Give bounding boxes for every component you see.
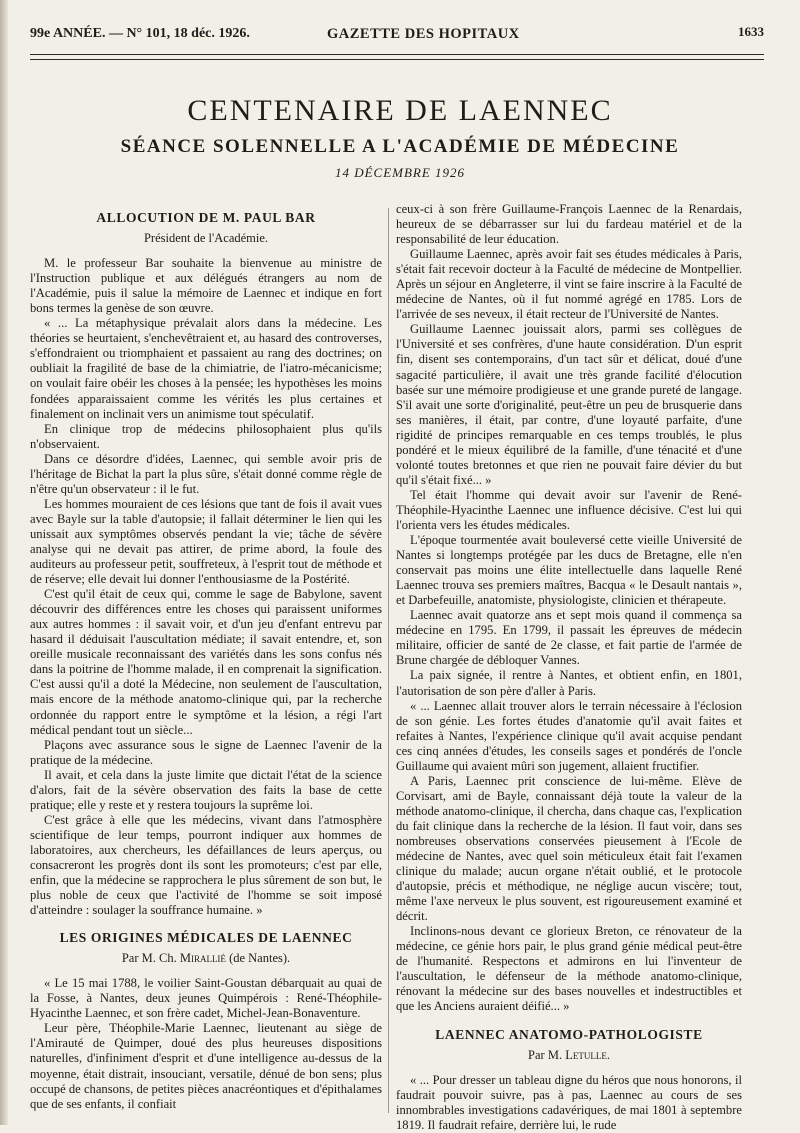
paragraph: M. le professeur Bar souhaite la bienvenue au ministre de l'Instruction publique et aux délégués étrangers au nom de l'Académie, puis il salue la mémoire de Laennec et indique en fort bons termes la genèse de son œuvre. <box>30 256 382 316</box>
byline-prefix: Par M. Ch. <box>121 951 180 966</box>
byline-author: Letulle. <box>565 1047 610 1062</box>
article-title: CENTENAIRE DE LAENNEC <box>187 94 613 127</box>
paragraph: Dans ce désordre d'idées, Laennec, qui semble avoir pris de l'héritage de Bichat la part la plus sûre, s'était donné comme règle de n'être qu'un observateur : il le fut. <box>30 451 382 496</box>
paragraph: C'est qu'il était de ceux qui, comme le sage de Babylone, savent découvrir des différences entre les choses qui paraissent uniformes aux autres hommes : il savait voir, et d'un jeu d'enfant entrevu par hasard il déduisait l'auscultation médiate; il savait entendre, et, son oreille musicale reconnaissant des variétés dans les sons confus nés dans la poitrine de l'homme malade, il en comprenait la signification. C'est aussi qu'il a doté la Médecine, non seulement de l'auscultation, mais encore de la méthode anatomo-clinique qui, par la recherche ordonnée du rapport entre le symptôme et la lésion, a régi l'art médical pendant tout un siècle... <box>30 587 382 737</box>
byline-prefix: Par M. <box>528 1047 566 1062</box>
running-header <box>30 24 764 46</box>
paragraph: « Le 15 mai 1788, le voilier Saint-Goustan débarquait au quai de la Fosse, à Nantes, deux jeunes Quimpérois : René-Théophile-Hyacinthe Laennec, et son frère cadet, Michel-Jean-Bonaventure. <box>30 976 382 1021</box>
paragraph: « ... Pour dresser un tableau digne du héros que nous honorons, il faudrait pouvoir suivre, pas à pas, Laennec au cours de ses innombrables investigations cadavériques, de mai 1801 à septembre 1819. Il faudrait refaire, derrière lui, le rude <box>396 1072 742 1132</box>
paragraph: L'époque tourmentée avait bouleversé cette vieille Université de Nantes si longtemps protégée par les ducs de Bretagne, elle n'en conservait pas moins une élite intellectuelle dans laquelle René Laennec trouva ses premiers maîtres, Bacqua « le Desault nantais », et Darbefeuille, anatomiste, physiologiste, clinicien et thérapeute. <box>396 533 742 608</box>
left-column <box>30 204 382 1124</box>
page-number: 1633 <box>738 24 764 39</box>
issue-info: 99e ANNÉE. — N° 101, 18 déc. 1926. <box>30 26 250 41</box>
paragraph: « ... La métaphysique prévalait alors dans la médecine. Les théories se heurtaient, s'enchevêtraient et, au hasard des controverses, s'effondraient ou triomphaient et passaient au rang des doctrines; on oubliait la fragilité de base de la chimiatrie, de l'iatro-mécanicisme; on voulait faire obéir les choses à la pensée; les hypothèses les moins fondées apparaissaient comme les vérités les plus certaines et finalement on inclinait vers un animisme tout spéculatif. <box>30 316 382 421</box>
right-column <box>396 202 742 1132</box>
paragraph: A Paris, Laennec prit conscience de lui-même. Elève de Corvisart, ami de Bayle, connaissant déjà toute la valeur de la méthode anatomo-clinique, il chercha, dans chaque cas, l'explication du fait clinique dans la recherche de la lésion. Il faut voir, dans ses nombreuses observations conservées pieusement à l'Ecole de médecine de Nantes, avec quel soin méticuleux était fait l'examen clinique du malade; aucun organe n'était oublié, et le protocole d'autopsie, précis et méthodique, ne néglige aucun viscère; tout, même l'axe nerveux le plus souvent, est rigoureusement examiné et décrit. <box>396 773 742 924</box>
paragraph: « ... Laennec allait trouver alors le terrain nécessaire à l'éclosion de son génie. Les fortes études d'anatomie qu'il avait faites et refaites à Nantes, l'expérience clinique qu'il avait acquise pendant ces cinq années d'études, les conseils sages et pondérés de l'oncle Guillaume qui avaient mûri son jugement, allaient fructifier. <box>396 698 742 773</box>
section-title-anatomo: LAENNEC ANATOMO-PATHOLOGISTE <box>435 1026 703 1042</box>
paragraph: Inclinons-nous devant ce glorieux Breton, ce rénovateur de la médecine, ce génie hors pair, le plus grand génie médical peut-être de l'humanité. Respectons et admirons en lui l'inventeur de l'auscultation, le défenseur de la méthode anatomo-clinique, rénovant la médecine sur des bases nouvelles et indestructibles et que les Anciens auraient déifié... » <box>396 924 742 1014</box>
paragraph: En clinique trop de médecins philosophaient plus qu'ils n'observaient. <box>30 421 382 451</box>
section-title-allocution: ALLOCUTION DE M. PAUL BAR <box>96 210 316 225</box>
paragraph: Les hommes mouraient de ces lésions que tant de fois il avait vues avec Bayle sur la table d'autopsie; il fallait déterminer le lien qui les unissait aux symptômes observés pendant la vie; tâche de sévère analyse qui ne devait pas attirer, de prime abord, la foule des auditeurs au professeur petit, souffreteux, à l'esprit tout de méthode et de réserve; elle devait lui donner l'enthousiasme de la Postérité. <box>30 496 382 587</box>
paragraph: La paix signée, il rentre à Nantes, et obtient enfin, en 1801, l'autorisation de son père d'aller à Paris. <box>396 668 742 698</box>
paragraph: Tel était l'homme qui devait avoir sur l'avenir de René-Théophile-Hyacinthe Laennec une influence décisive. C'est lui qui l'orienta vers les études médicales. <box>396 487 742 532</box>
byline-suffix: (de Nantes). <box>225 951 291 966</box>
section-subtitle-allocution: Président de l'Académie. <box>143 231 269 246</box>
article-date: 14 DÉCEMBRE 1926 <box>334 165 466 180</box>
section-byline-anatomo <box>396 1048 742 1063</box>
paragraph: ceux-ci à son frère Guillaume-François Laennec de la Renardais, heureux de se débarrasser sur lui du fardeau matériel et de la responsabilité de leur éducation. <box>396 202 742 247</box>
byline-author: Mirallié <box>179 951 226 966</box>
header-rule <box>30 54 764 55</box>
article-subtitle: SÉANCE SOLENNELLE A L'ACADÉMIE DE MÉDECINE <box>120 136 680 157</box>
paragraph: Plaçons avec assurance sous le signe de Laennec l'avenir de la pratique de la médecine. <box>30 737 382 767</box>
journal-name: GAZETTE DES HOPITAUX <box>327 26 520 42</box>
header-rule-secondary <box>30 59 764 60</box>
section-byline-origines <box>30 951 382 966</box>
paragraph: Leur père, Théophile-Marie Laennec, lieutenant au siège de l'Amirauté de Quimper, doué des plus heureuses dispositions naturelles, d'infiniment d'esprit et d'une intelligence au-dessus de la moyenne, était distrait, insouciant, versatile, dénué de bon sens; plus occupé de chansons, de petites pièces anacréontiques et d'épithalames que de ses enfants, il confiait <box>30 1021 382 1111</box>
paragraph: Il avait, et cela dans la juste limite que dictait l'état de la science d'alors, fait de la sévère observation des faits la base de cette pratique; elle y reste et y restera toujours la suprême loi. <box>30 767 382 812</box>
paragraph: Guillaume Laennec, après avoir fait ses études médicales à Paris, s'était fait recevoir docteur à la Faculté de médecine de Montpellier. Après un séjour en Angleterre, il vint se faire inscrire à la Faculté de médecine de Nantes, où il fut nommé agrégé en 1785. Lors de l'arrivée de ses neveux, il était recteur de l'Université de Nantes. <box>396 247 742 322</box>
paragraph: Guillaume Laennec jouissait alors, parmi ses collègues de l'Université et ses confrères, d'une haute considération. D'un esprit fin, disent ses contemporains, d'un tact sûr et délicat, doué d'une sagacité particulière, il avait une très grande facilité d'élocution basée sur une mémoire prodigieuse et une grande pureté de langage. S'il avait une sorte d'originalité, peut-être un peu de brusquerie dans ses manières, il était, par contre, d'une loyauté parfaite, d'une rigidité de principes remarquable en ces temps troublés, le plus pondéré et le mieux équilibré de la famille, d'une ténacité et d'une volonté toutes bretonnes et que rien ne pouvait faire dévier du but qu'il s'était fixé... » <box>396 322 742 487</box>
paragraph: C'est grâce à elle que les médecins, vivant dans l'atmosphère scientifique de leur temps, pourront indiquer aux hommes de laboratoires, aux chercheurs, les défaillances de leurs aperçus, ou consacreront les progrès dont ils sont les promoteurs; c'est par elle, enfin, que la médecine se rapprochera le plus sûrement de son but, le plus noble de ceux que l'activité de l'homme se soit imposé d'atteindre : soulager la souffrance humaine. » <box>30 812 382 918</box>
column-divider <box>388 208 389 1113</box>
paragraph: Laennec avait quatorze ans et sept mois quand il commença sa médecine en 1795. En 1799, il passait les épreuves de médecin militaire, officier de santé de 2e classe, et fait partie de l'armée de Brune chargée de débloquer Vannes. <box>396 608 742 668</box>
section-title-origines: LES ORIGINES MÉDICALES DE LAENNEC <box>59 930 353 946</box>
